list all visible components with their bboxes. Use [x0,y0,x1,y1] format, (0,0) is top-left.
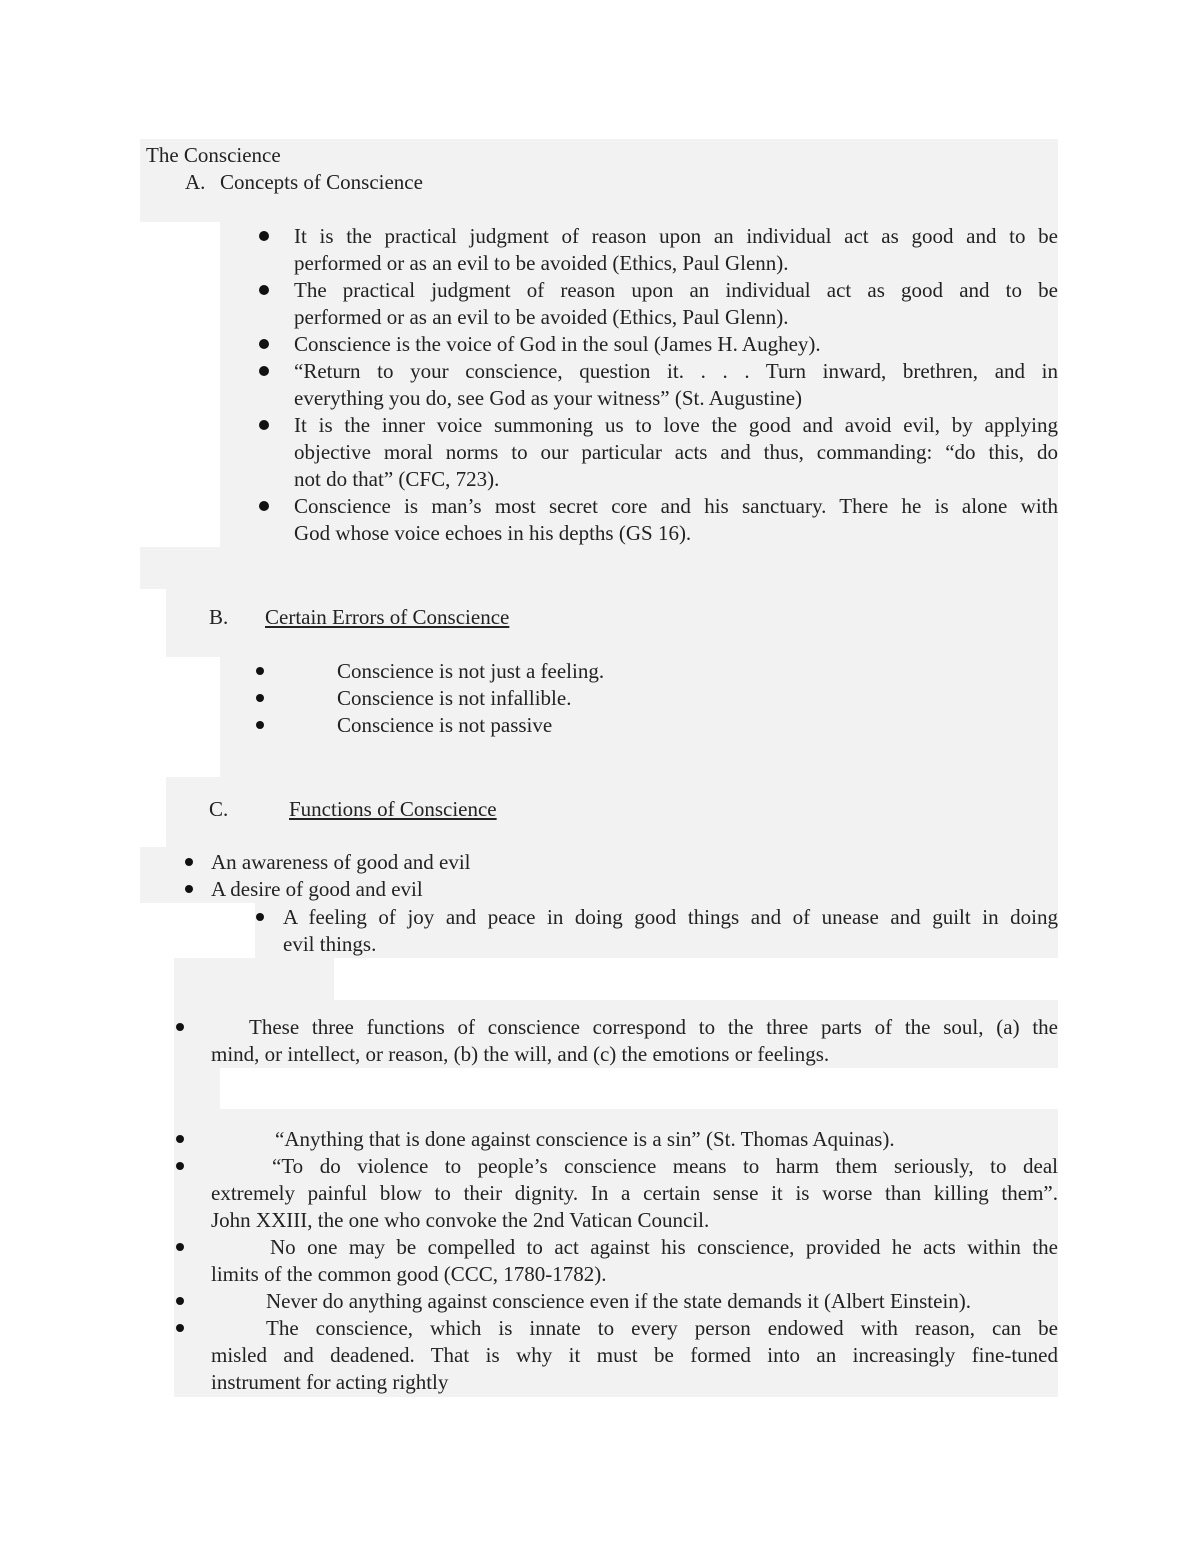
bullet-icon [256,658,266,685]
quote-2-line-3: John XXIII, the one who convoke the 2nd Vatican Council. [211,1208,710,1232]
bullet-icon [259,493,269,520]
section-a-item-2-line-1: The practical judgment of reason upon an individual act as good and to be [294,278,1058,302]
quote-3-line-2: limits of the common good (CCC, 1780-1782). [211,1262,607,1286]
section-b-item-2: Conscience is not infallible. [337,686,572,710]
section-c-subitem-line-1: A feeling of joy and peace in doing good things and of unease and guilt in doing [283,905,1058,929]
section-a-heading: Concepts of Conscience [220,170,423,194]
section-c-item-2: A desire of good and evil [211,877,423,901]
section-a-item-1-line-1: It is the practical judgment of reason upon an individual act as good and to be [294,224,1058,248]
section-a-item-5-line-1: It is the inner voice summoning us to love the good and avoid evil, by applying [294,413,1058,437]
quote-3-line-1: No one may be compelled to act against his conscience, provided he acts within the [270,1235,1058,1259]
bullet-icon [259,412,269,439]
bullet-icon [259,358,269,385]
section-a-item-4-line-1: “Return to your conscience, question it. . . . Turn inward, brethren, and in [294,359,1058,383]
section-c-heading: Functions of Conscience [289,797,497,821]
section-a-item-2-line-2: performed or as an evil to be avoided (Ethics, Paul Glenn). [294,305,789,329]
bullet-icon [259,277,269,304]
shade-block [140,547,1058,589]
quote-4-line-1: Never do anything against conscience even if the state demands it (Albert Einstein). [266,1289,972,1313]
bullet-icon [176,1014,186,1041]
document-title: The Conscience [146,143,281,167]
bullet-icon [176,1288,186,1315]
bullet-icon [176,1315,186,1342]
correspondence-line-1: These three functions of conscience correspond to the three parts of the soul, (a) the [249,1015,1058,1039]
section-a-item-5-line-3: not do that” (CFC, 723). [294,467,500,491]
quote-1-line-1: “Anything that is done against conscience is a sin” (St. Thomas Aquinas). [275,1127,895,1151]
bullet-icon [185,876,195,903]
section-a-item-1-line-2: performed or as an evil to be avoided (Ethics, Paul Glenn). [294,251,789,275]
section-a-item-4-line-2: everything you do, see God as your witness” (St. Augustine) [294,386,803,410]
section-b-letter: B. [209,605,229,629]
bullet-icon [176,1126,186,1153]
section-c-item-1: An awareness of good and evil [211,850,471,874]
correspondence-line-2: mind, or intellect, or reason, (b) the will, and (c) the emotions or feelings. [211,1042,830,1066]
bullet-icon [176,1153,186,1180]
section-a-item-3-line-1: Conscience is the voice of God in the soul (James H. Aughey). [294,332,821,356]
quote-5-line-3: instrument for acting rightly [211,1370,449,1394]
section-b-item-3: Conscience is not passive [337,713,553,737]
bullet-icon [259,223,269,250]
section-c-letter: C. [209,797,229,821]
section-a-item-6-line-2: God whose voice echoes in his depths (GS 16). [294,521,692,545]
shade-block [174,1068,220,1109]
quote-5-line-1: The conscience, which is innate to every person endowed with reason, can be [266,1316,1058,1340]
bullet-icon [259,331,269,358]
bullet-icon [256,712,266,739]
bullet-icon [256,685,266,712]
section-b-item-1: Conscience is not just a feeling. [337,659,605,683]
bullet-icon [185,849,195,876]
bullet-icon [256,904,266,931]
bullet-icon [176,1234,186,1261]
section-c-subitem-line-2: evil things. [283,932,377,956]
section-a-letter: A. [185,170,206,194]
quote-2-line-1: “To do violence to people’s conscience means to harm them seriously, to deal [272,1154,1058,1178]
quote-2-line-2: extremely painful blow to their dignity. In a certain sense it is worse than killing them”. [211,1181,1058,1205]
shade-block [174,958,334,1000]
section-a-item-5-line-2: objective moral norms to our particular acts and thus, commanding: “do this, do [294,440,1058,464]
quote-5-line-2: misled and deadened. That is why it must be formed into an increasingly fine-tuned [211,1343,1058,1367]
section-a-item-6-line-1: Conscience is man’s most secret core and his sanctuary. There he is alone with [294,494,1058,518]
section-b-heading: Certain Errors of Conscience [265,605,510,629]
